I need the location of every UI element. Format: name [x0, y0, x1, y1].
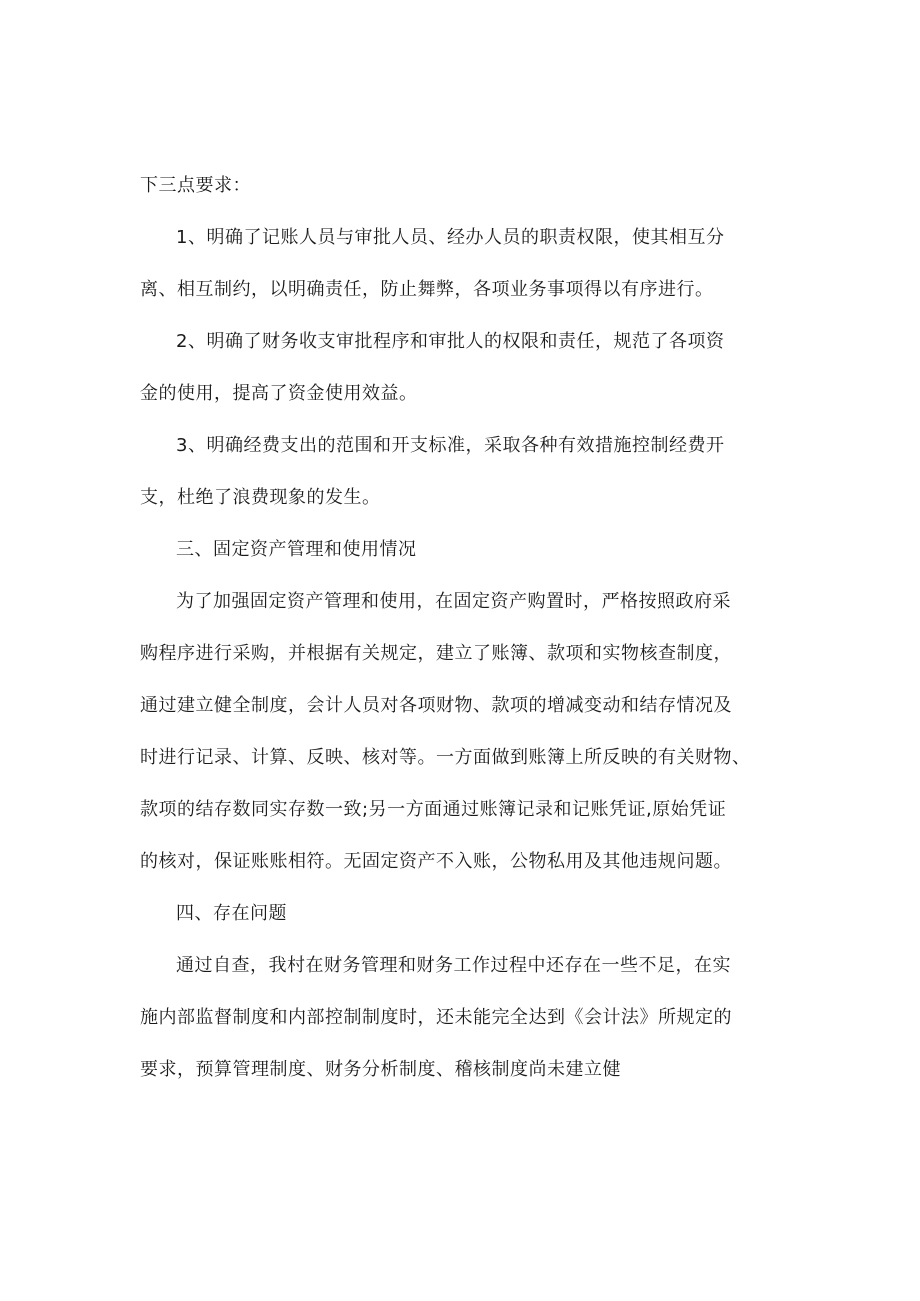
paragraph-line: 时进行记录、计算、反映、核对等。一方面做到账簿上所反映的有关财物、	[140, 747, 751, 768]
paragraph-line: 购程序进行采购，并根据有关规定，建立了账簿、款项和实物核查制度，	[140, 643, 732, 664]
paragraph-line: 金的使用，提高了资金使用效益。	[140, 383, 418, 404]
paragraph-line: 为了加强固定资产管理和使用，在固定资产购置时，严格按照政府采	[176, 591, 731, 612]
document-body	[140, 168, 790, 1088]
paragraph-line: 2、明确了财务收支审批程序和审批人的权限和责任，规范了各项资	[176, 331, 725, 352]
paragraph-line: 的核对，保证账账相符。无固定资产不入账，公物私用及其他违规问题。	[140, 851, 732, 872]
paragraph-line: 通过建立健全制度，会计人员对各项财物、款项的增减变动和结存情况及	[140, 695, 732, 716]
paragraph-line: 施内部监督制度和内部控制制度时，还未能完全达到《会计法》所规定的	[140, 1007, 732, 1028]
paragraph-line: 支，杜绝了浪费现象的发生。	[140, 487, 381, 508]
section-heading: 三、固定资产管理和使用情况	[176, 539, 417, 560]
paragraph-line: 通过自查，我村在财务管理和财务工作过程中还存在一些不足，在实	[176, 955, 731, 976]
paragraph-line: 下三点要求：	[140, 175, 251, 196]
paragraph-line: 1、明确了记账人员与审批人员、经办人员的职责权限，使其相互分	[176, 227, 725, 248]
paragraph-line: 离、相互制约，以明确责任，防止舞弊，各项业务事项得以有序进行。	[140, 279, 714, 300]
paragraph-line: 要求，预算管理制度、财务分析制度、稽核制度尚未建立健	[140, 1059, 621, 1080]
section-heading: 四、存在问题	[176, 903, 287, 924]
paragraph-line: 款项的结存数同实存数一致;另一方面通过账簿记录和记账凭证,原始凭证	[140, 799, 727, 820]
paragraph-line: 3、明确经费支出的范围和开支标准，采取各种有效措施控制经费开	[176, 435, 725, 456]
